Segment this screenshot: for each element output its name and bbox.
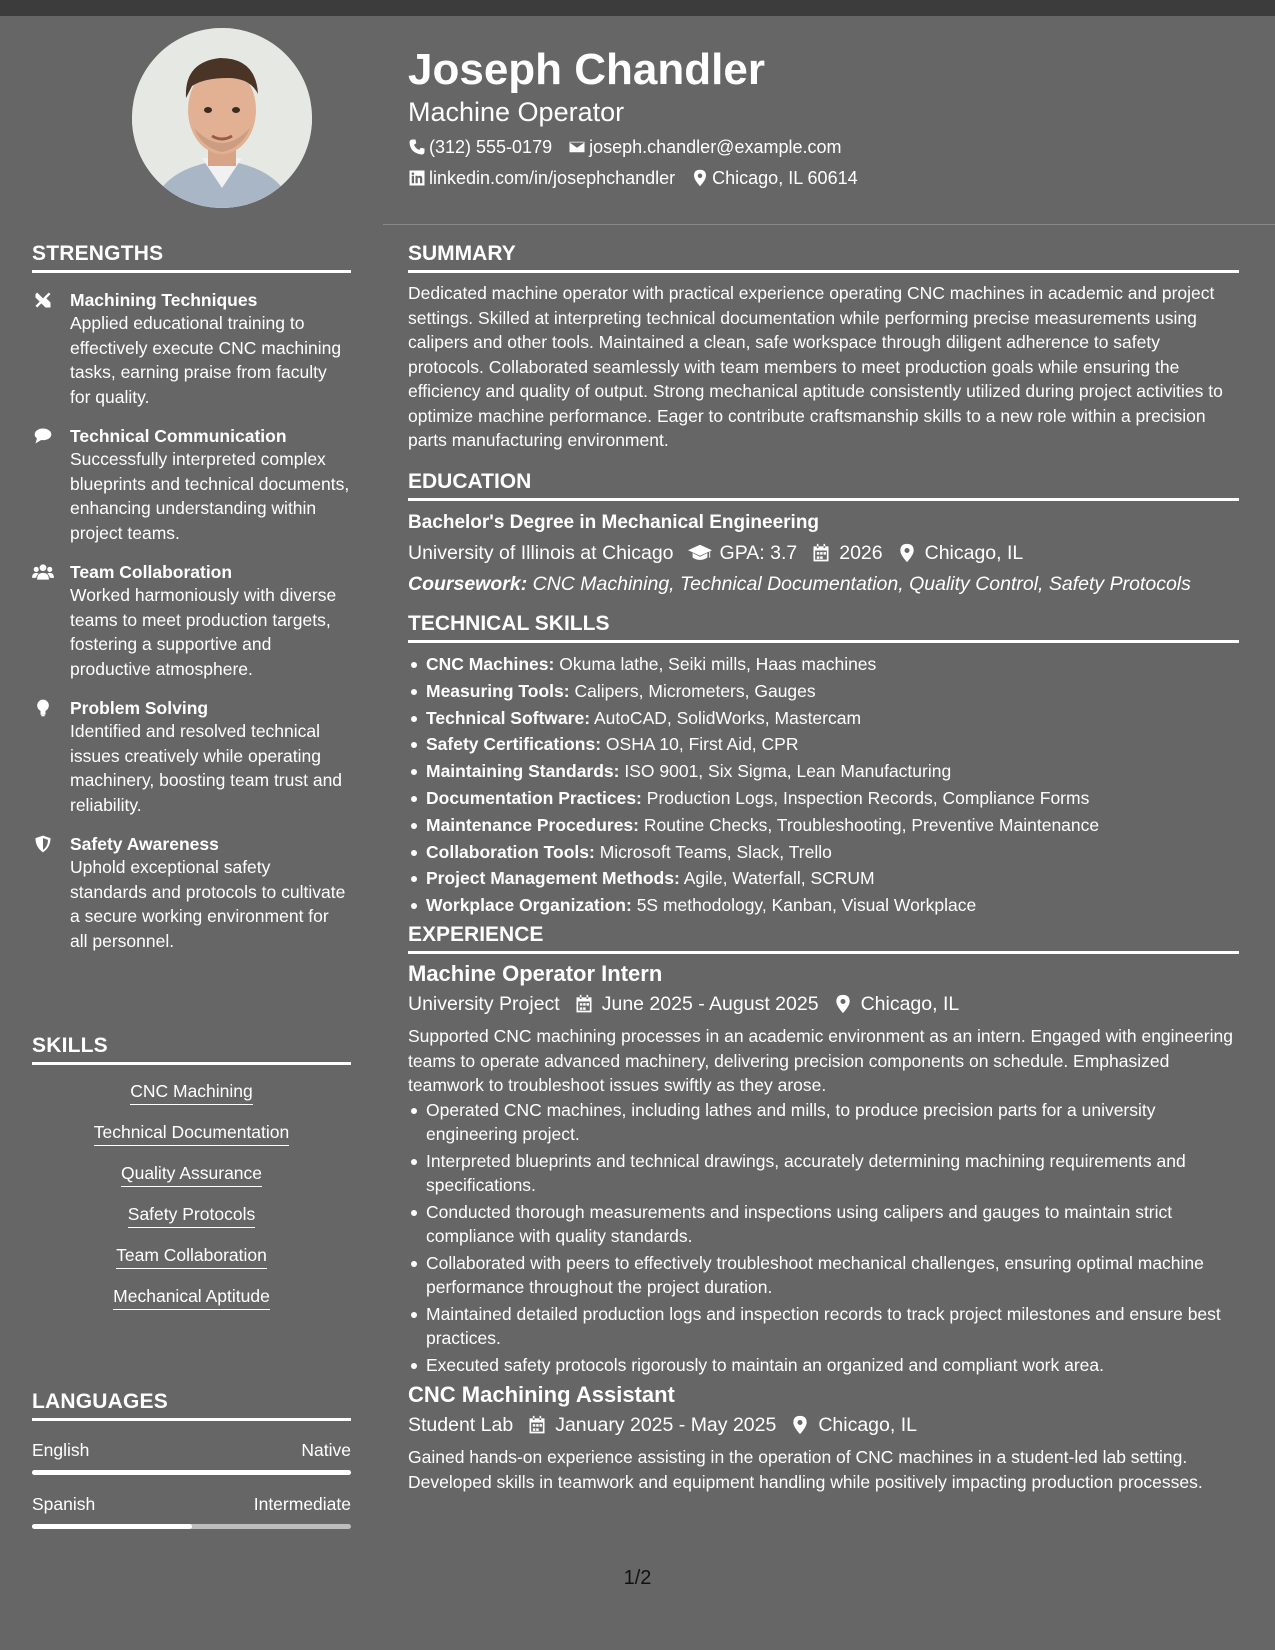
speech-bubble-icon <box>32 425 70 545</box>
top-bar <box>0 0 1275 16</box>
technical-skill-label: CNC Machines: <box>426 654 555 674</box>
job-location: Chicago, IL <box>860 993 960 1015</box>
graduation-year: 2026 <box>839 542 883 564</box>
job-bullet: Interpreted blueprints and technical drawings, accurately determining machining requirements and specifications. <box>408 1149 1239 1198</box>
phone-number: (312) 555-0179 <box>429 137 553 157</box>
tools-icon <box>32 289 70 409</box>
technical-skill-value: OSHA 10, First Aid, CPR <box>605 734 799 755</box>
technical-skills-section <box>408 612 1239 919</box>
envelope-icon <box>568 138 586 156</box>
job-description: Gained hands-on experience assisting in the operation of CNC machines in a student-led lab setting. Developed skills in teamwork and equipment handling while positively impacting production processes. <box>408 1447 1203 1492</box>
linkedin-url: linkedin.com/in/josephchandler <box>429 168 676 188</box>
summary-heading: SUMMARY <box>408 242 1239 273</box>
candidate-name: Joseph Chandler <box>408 45 765 94</box>
job-organization: Student Lab <box>408 1414 514 1436</box>
skill-item: Team Collaboration <box>116 1243 267 1269</box>
strength-title: Machining Techniques <box>70 290 258 310</box>
language-proficiency-fill <box>32 1470 351 1475</box>
skill-item: Mechanical Aptitude <box>113 1284 270 1310</box>
technical-skill-value: 5S methodology, Kanban, Visual Workplace <box>636 895 977 916</box>
technical-skill-label: Measuring Tools: <box>426 680 570 701</box>
technical-skill-label: Maintaining Standards: <box>426 761 620 782</box>
summary-text: Dedicated machine operator with practical experience operating CNC machines in academic and project settings. Skilled at interpreting technical documentation while performing precise measurements using calipers and other tools. Maintained a clean, safe workspace through diligent adherence to safety protocols. Collaborated seamlessly with team members to meet production goals while ensuring the efficiency and quality of output. Strong mechanical aptitude consistently utilized during project activities to optimize machine performance. Eager to contribute craftsmanship skills to a new role within a precision parts manufacturing environment. <box>408 283 1223 450</box>
technical-skill-item <box>408 678 1239 705</box>
strength-description: Identified and resolved technical issues creatively while operating machinery, boosting team trust and reliability. <box>70 721 343 815</box>
job-location: Chicago, IL <box>818 1414 917 1436</box>
skill-item: Technical Documentation <box>94 1120 290 1146</box>
profile-photo <box>132 28 312 208</box>
strength-description: Uphold exceptional safety standards and protocols to cultivate a secure working environment for all personnel. <box>70 857 346 951</box>
job-bullet: Conducted thorough measurements and inspections using calipers and gauges to maintain strict compliance with quality standards. <box>408 1200 1239 1249</box>
technical-skill-value: Okuma lathe, Seiki mills, Haas machines <box>559 654 877 674</box>
location: Chicago, IL 60614 <box>712 168 858 188</box>
language-item <box>32 1493 351 1529</box>
job-organization: University Project <box>408 993 560 1015</box>
technical-skill-item <box>408 785 1239 812</box>
language-name: English <box>32 1440 90 1460</box>
skill-item: CNC Machining <box>130 1079 253 1105</box>
users-icon <box>32 561 70 681</box>
job-title: CNC Machining Assistant <box>408 1382 675 1407</box>
job-bullets <box>408 1098 1239 1378</box>
summary-section <box>408 242 1239 453</box>
location-pin-icon <box>897 543 917 563</box>
education-heading: EDUCATION <box>408 470 1239 501</box>
technical-skill-label: Maintenance Procedures: <box>426 814 639 835</box>
coursework-list: CNC Machining, Technical Documentation, Quality Control, Safety Protocols <box>532 573 1191 595</box>
coursework-label: Coursework: <box>408 573 528 595</box>
language-proficiency-bar <box>32 1524 351 1529</box>
contact-row <box>408 136 858 158</box>
technical-skill-value: Calipers, Micrometers, Gauges <box>574 680 816 701</box>
strength-description: Applied educational training to effectively execute CNC machining tasks, earning praise from faculty for quality. <box>70 313 342 407</box>
language-proficiency-bar <box>32 1470 351 1475</box>
strengths-heading: STRENGTHS <box>32 242 351 273</box>
candidate-title: Machine Operator <box>408 97 625 127</box>
job-entry <box>408 1381 1239 1494</box>
header-divider <box>383 224 1275 225</box>
skill-item: Quality Assurance <box>121 1161 262 1187</box>
skills-section <box>32 1034 351 1319</box>
school-location: Chicago, IL <box>924 542 1024 564</box>
calendar-icon <box>574 994 594 1014</box>
graduation-cap-icon <box>688 543 712 563</box>
language-level: Intermediate <box>253 1494 351 1514</box>
strength-title: Safety Awareness <box>70 834 219 854</box>
calendar-icon <box>527 1415 547 1435</box>
languages-heading: LANGUAGES <box>32 1390 351 1421</box>
skills-heading: SKILLS <box>32 1034 351 1065</box>
technical-skill-label: Safety Certifications: <box>426 734 602 755</box>
job-meta <box>408 990 1239 1018</box>
skill-item: Safety Protocols <box>128 1202 255 1228</box>
job-bullet: Operated CNC machines, including lathes and mills, to produce precision parts for a university engineering project. <box>408 1098 1239 1147</box>
technical-skill-item <box>408 839 1239 866</box>
job-dates: June 2025 - August 2025 <box>601 993 819 1015</box>
technical-skill-item <box>408 865 1239 892</box>
strength-item <box>32 697 351 817</box>
lightbulb-icon <box>32 697 70 817</box>
technical-skill-label: Collaboration Tools: <box>426 841 595 862</box>
job-title: Machine Operator Intern <box>408 961 663 986</box>
strength-item <box>32 289 351 409</box>
language-proficiency-fill <box>32 1524 192 1529</box>
page-number: 1/2 <box>623 1567 652 1589</box>
technical-skill-item <box>408 731 1239 758</box>
strengths-section <box>32 242 351 953</box>
technical-skill-item <box>408 758 1239 785</box>
technical-skill-item <box>408 892 1239 919</box>
degree-title: Bachelor's Degree in Mechanical Engineering <box>408 512 820 533</box>
shield-icon <box>32 833 70 953</box>
strength-description: Worked harmoniously with diverse teams to meet production targets, fostering a supportive and productive atmosphere. <box>70 585 337 679</box>
location-pin-icon <box>833 994 853 1014</box>
technical-skills-list <box>408 651 1239 919</box>
job-bullet: Collaborated with peers to effectively troubleshoot mechanical challenges, ensuring optimal machine performance throughout the project duration. <box>408 1251 1239 1300</box>
experience-section <box>408 923 1239 1494</box>
job-bullet: Maintained detailed production logs and inspection records to track project milestones and ensure best practices. <box>408 1302 1239 1351</box>
coursework <box>408 570 1239 598</box>
technical-skill-value: Agile, Waterfall, SCRUM <box>683 868 875 889</box>
technical-skill-value: Microsoft Teams, Slack, Trello <box>599 841 832 862</box>
languages-section <box>32 1390 351 1529</box>
profile-photo-image <box>132 28 312 208</box>
job-entry <box>408 960 1239 1377</box>
experience-heading: EXPERIENCE <box>408 923 1239 954</box>
linkedin-icon <box>408 169 426 187</box>
technical-skill-item <box>408 705 1239 732</box>
gpa: GPA: 3.7 <box>719 542 798 564</box>
technical-skill-label: Project Management Methods: <box>426 868 680 889</box>
technical-skill-label: Technical Software: <box>426 707 591 728</box>
technical-skill-item <box>408 651 1239 678</box>
strength-description: Successfully interpreted complex blueprints and technical documents, enhancing understanding within project teams. <box>70 449 350 543</box>
education-meta <box>408 539 1239 567</box>
location-pin-icon <box>691 169 709 187</box>
strength-item <box>32 561 351 681</box>
technical-skill-value: ISO 9001, Six Sigma, Lean Manufacturing <box>624 761 952 782</box>
email-address: joseph.chandler@example.com <box>589 137 842 157</box>
language-item <box>32 1439 351 1475</box>
strength-title: Team Collaboration <box>70 562 233 582</box>
school-name: University of Illinois at Chicago <box>408 542 674 564</box>
job-dates: January 2025 - May 2025 <box>555 1414 777 1436</box>
language-name: Spanish <box>32 1494 96 1514</box>
location-pin-icon <box>790 1415 810 1435</box>
technical-skill-label: Documentation Practices: <box>426 787 642 808</box>
technical-skills-heading: TECHNICAL SKILLS <box>408 612 1239 643</box>
job-meta <box>408 1411 1239 1439</box>
language-level: Native <box>301 1440 351 1460</box>
phone-icon <box>408 138 426 156</box>
technical-skill-label: Workplace Organization: <box>426 895 632 916</box>
technical-skill-value: AutoCAD, SolidWorks, Mastercam <box>593 707 862 728</box>
technical-skill-value: Routine Checks, Troubleshooting, Preventive Maintenance <box>643 814 1100 835</box>
strength-item <box>32 425 351 545</box>
technical-skill-value: Production Logs, Inspection Records, Compliance Forms <box>646 787 1090 808</box>
calendar-icon <box>811 543 831 563</box>
education-section <box>408 470 1239 598</box>
strength-title: Problem Solving <box>70 698 209 718</box>
job-bullet: Executed safety protocols rigorously to maintain an organized and compliant work area. <box>408 1353 1239 1378</box>
technical-skill-item <box>408 812 1239 839</box>
job-description: Supported CNC machining processes in an academic environment as an intern. Engaged with engineering teams to operate advanced machinery, delivering precision components on schedule. Emphasized teamwork to troubleshoot issues swiftly as they arose. <box>408 1026 1233 1095</box>
strength-item <box>32 833 351 953</box>
contact-row <box>408 167 874 189</box>
strength-title: Technical Communication <box>70 426 287 446</box>
